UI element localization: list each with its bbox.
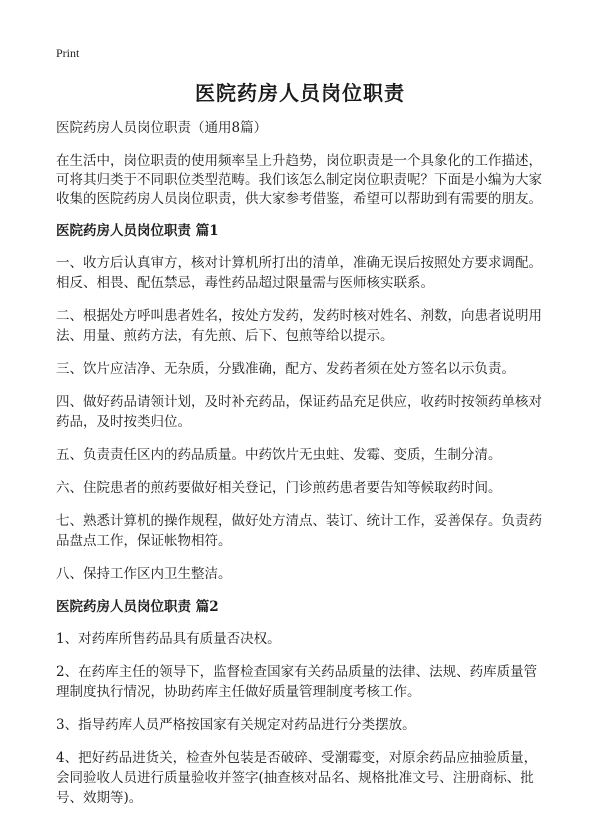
duty-item: 3、指导药库人员严格按国家有关规定对药品进行分类摆放。 <box>56 717 416 733</box>
duty-item: 七、熟悉计算机的操作规程，做好处方清点、装订、统计工作，妥善保存。负责药品盘点工作，保证帐物相符。 <box>56 513 542 549</box>
duty-item: 1、对药库所售药品具有质量否决权。 <box>56 631 281 647</box>
document-body <box>56 118 550 821</box>
duty-item: 五、负责责任区内的药品质量。中药饮片无虫蛀、发霉、变质，生制分清。 <box>56 447 502 463</box>
duty-item: 三、饮片应洁净、无杂质，分戥准确，配方、发药者须在处方签名以示负责。 <box>56 361 515 377</box>
page-title: 医院药房人员岗位职责 <box>195 81 405 105</box>
duty-item: 八、保持工作区内卫生整洁。 <box>56 566 232 582</box>
duty-item: 六、住院患者的煎药要做好相关登记，门诊煎药患者要告知等候取药时间。 <box>56 480 502 496</box>
intro-paragraph: 在生活中，岗位职责的使用频率呈上升趋势，岗位职责是一个具象化的工作描述，可将其归类于不同职位类型范畴。我们该怎么制定岗位职责呢？下面是小编为大家收集的医院药房人员岗位职责，供大家参考借鉴，希望可以帮助到有需要的朋友。 <box>56 153 542 207</box>
duty-item: 4、把好药品进货关，检查外包装是否破碎、受潮霉变，对原余药品应抽验质量，会同验收人员进行质量验收并签字(抽查核对品名、规格批准文号、注册商标、批号、效期等)。 <box>56 750 538 806</box>
duty-item: 一、收方后认真审方，核对计算机所打出的清单，准确无误后按照处方要求调配。相反、相畏、配伍禁忌，毒性药品超过限量需与医师核实联系。 <box>56 255 542 291</box>
section-heading: 医院药房人员岗位职责 篇1 <box>56 223 219 239</box>
document-subtitle: 医院药房人员岗位职责（通用8篇） <box>56 120 268 136</box>
duty-item: 二、根据处方呼叫患者姓名，按处方发药，发药时核对姓名、剂数，向患者说明用法、用量、煎药方法，有先煎、后下、包煎等给以提示。 <box>56 308 542 344</box>
print-link[interactable]: Print <box>56 46 80 60</box>
duty-item: 2、在药库主任的领导下，监督检查国家有关药品质量的法律、法规、药库质量管理制度执行情况，协助药库主任做好质量管理制度考核工作。 <box>56 664 538 700</box>
section-heading: 医院药房人员岗位职责 篇2 <box>56 599 219 615</box>
duty-item: 四、做好药品请领计划，及时补充药品，保证药品充足供应，收药时按领药单核对药品，及时按类归位。 <box>56 394 542 430</box>
